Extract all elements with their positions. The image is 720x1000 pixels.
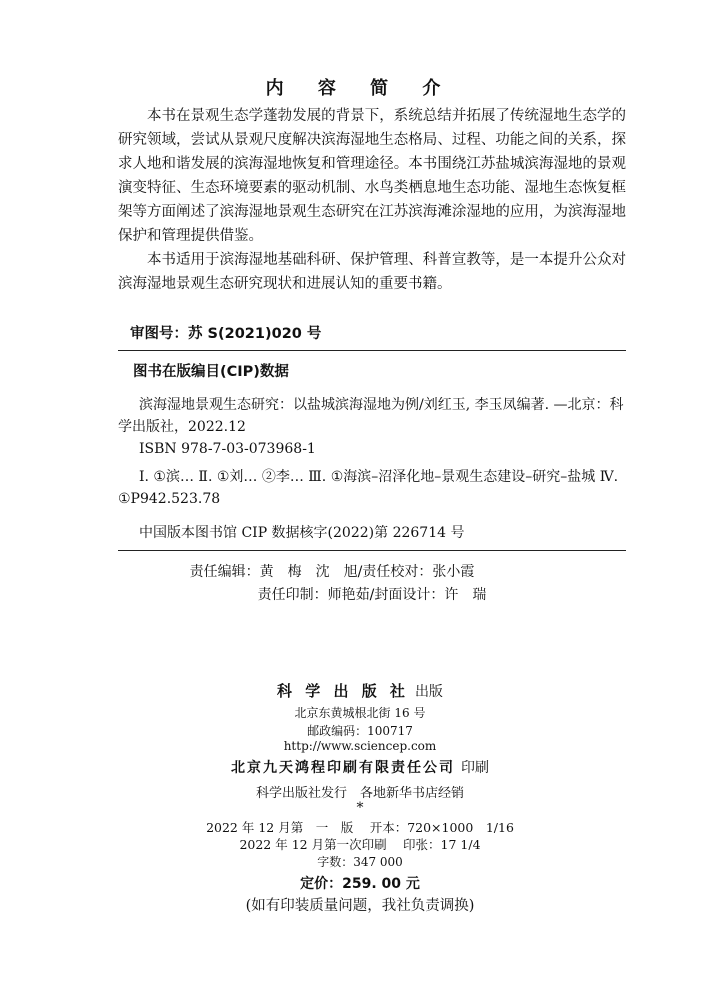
- cip-catalog-number: 中国版本图书馆 CIP 数据核字(2022)第 226714 号: [139, 525, 465, 541]
- quality-notice: (如有印装质量问题，我社负责调换): [245, 898, 475, 914]
- cip-isbn: ISBN 978-7-03-073968-1: [139, 441, 316, 457]
- publisher-url: http://www.sciencep.com: [283, 739, 437, 753]
- intro-paragraph-2: 本书适用于滨海湿地基础科研、保护管理、科普宣教等，是一本提升公众对滨海湿地景观生态研究现状和进展认知的重要书籍。: [118, 252, 626, 292]
- price: 定价：259. 00 元: [300, 876, 420, 892]
- printer-suffix: 印刷: [461, 760, 489, 776]
- publisher-postcode: 邮政编码：100717: [307, 724, 413, 738]
- separator-star: *: [356, 800, 364, 816]
- map-review-number: 审图号：苏 S(2021)020 号: [130, 326, 322, 342]
- publisher-address: 北京东黄城根北街 16 号: [294, 706, 426, 720]
- printer-line: [0, 757, 720, 777]
- cip-classification: Ⅰ. ①滨… Ⅱ. ①刘… ②李… Ⅲ. ①海滨–沼泽化地–景观生态建设–研究–盐城 Ⅳ. ①P942.523.78: [118, 469, 619, 507]
- divider-bottom: [118, 550, 626, 551]
- production-credits: 责任印制：师艳茹/封面设计：许 瑞: [257, 587, 487, 603]
- publisher-suffix: 出版: [414, 684, 443, 700]
- distribution-line: 科学出版社发行 各地新华书店经销: [255, 786, 464, 801]
- printer-name: 北京九天鸿程印刷有限责任公司: [231, 760, 455, 776]
- word-count: 字数：347 000: [317, 855, 403, 869]
- cip-heading: 图书在版编目(CIP)数据: [133, 364, 289, 380]
- divider-top: [118, 350, 626, 351]
- page-title: 内 容 简 介: [265, 78, 455, 99]
- edition-line: 2022 年 12 月第 一 版 开本：720×1000 1/16: [206, 820, 514, 835]
- printing-line: 2022 年 12 月第一次印刷 印张：17 1/4: [239, 837, 481, 852]
- cip-record: 滨海湿地景观生态研究：以盐城滨海湿地为例/刘红玉, 李玉凤编著. —北京：科学出版社，2022.12: [118, 397, 624, 435]
- intro-paragraph-1: 本书在景观生态学蓬勃发展的背景下，系统总结并拓展了传统湿地生态学的研究领域，尝试从景观尺度解决滨海湿地生态格局、过程、功能之间的关系，探求人地和谐发展的滨海湿地恢复和管理途径。本书围绕江苏盐城滨海湿地的景观演变特征、生态环境要素的驱动机制、水鸟类栖息地生态功能、湿地生态恢复框架等方面阐述了滨海湿地景观生态研究在江苏滨海滩涂湿地的应用，为滨海湿地保护和管理提供借鉴。: [118, 108, 626, 244]
- editor-credits: 责任编辑：黄 梅 沈 旭/责任校对：张小霞: [189, 564, 475, 580]
- publisher-name: 科 学 出 版 社: [277, 682, 409, 700]
- publisher-line: [0, 680, 720, 701]
